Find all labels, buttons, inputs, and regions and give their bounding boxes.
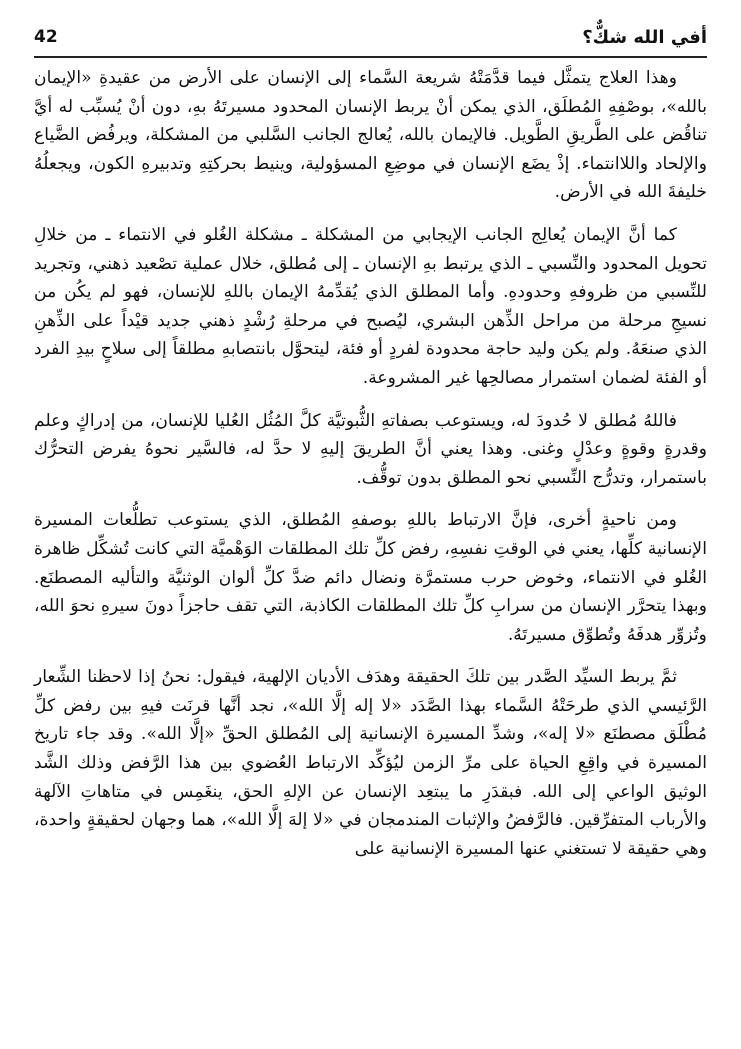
header-rule — [34, 56, 707, 58]
running-head-title: أفي الله شكٌّ؟ — [582, 26, 707, 48]
running-header — [34, 20, 707, 54]
paragraph-1: وهذا العلاج يتمثَّل فيما قدَّمَتْهُ شريعة السَّماء إلى الإنسان على الأرض من عقيدةِ «الإيمان بالله»، بوصْفِهِ المُطلَق، الذي يمكن أنْ يربط الإنسان المحدود مسيرتَهُ بهِ، دون أنْ يُسبِّب له أيَّ تناقُض على الطَّريقِ الطَّويل. فالإيمان بالله، يُعالج الجانب السَّلبي من المشكلة، ويرفُض الضَّياع والإلحاد واللاانتماء. إذْ يضَع الإنسان في موضِعِ المسؤولية، وينيط بحركتِهِ وتدبيرهِ الكون، ويجعلُهُ خليفةَ الله في الأرض. — [34, 68, 707, 203]
page-number: 42 — [34, 27, 58, 47]
paragraph-3: فاللهُ مُطلق لا حُدودَ له، ويستوعب بصفاتهِ الثُّبوتيَّة كلَّ المُثُل العُليا للإنسان، من إدراكٍ وعلم وقدرةٍ وقوةٍ وعدْلٍ وغنى. وهذا يعني أنَّ الطريقَ إليهِ لا حدَّ له، فالسَّير نحوهُ يفرض التحرُّك باستمرار، وتدرُّج النِّسبي نحو المطلق بدون توقُّف. — [34, 410, 707, 488]
paragraph-5: ثمَّ يربط السيِّد الصَّدر بين تلكَ الحقيقة وهدَف الأديان الإلهية، فيقول: نحنُ إذا لاحظنا الشِّعار الرَّئيسي الذي طرحَتْهُ السَّماء بهذا الصَّدَد «لا إله إلَّا الله»، نجد أنَّها قرنَت فيهِ بين رفض كلِّ مُطْلَق مصطنَع «لا إله»، وشدِّ المسيرة الإنسانية إلى المُطلق الحقِّ «إلَّا الله». وقد جاء تاريخ المسيرة في واقِعِ الحياة على مرِّ الزمن ليُؤكِّد الارتباط العُضوي بين هذا الرَّفض وذلك الشَّد الوثيق الواعي إلى الله. فبقدَرِ ما يبتعِد الإنسان عن الإلهِ الحق، ينغَمِس في متاهاتِ الآلهة والأرباب المتفرِّقين. فالرَّفضُ والإثبات المندمجان في «لا إلهَ إلَّا الله»، هما وجهان لحقيقةٍ واحدة، وهي حقيقة لا تستغني عنها المسيرة الإنسانية على — [34, 667, 707, 859]
paragraph-2: كما أنَّ الإيمان يُعالِج الجانب الإيجابي من المشكلة ـ مشكلة الغُلو في الانتماء ـ من خلالِ تحويل المحدود والنِّسبي ـ الذي يرتبط بهِ الإنسان ـ إلى مُطلق، خلال عملية تصْعيد ذهني، وتجريد للنِّسبي من ظروفهِ وحدودهِ. وأما المطلق الذي يُقدِّمهُ الإيمان باللهِ للإنسان، فهو لم يكُن من نسيجِ مرحلة من مراحل الذِّهن البشري، ليُصبح في مرحلةِ رُشْدٍ ذهني جديد قيْداً على الذِّهنِ الذي صنعَهُ. ولم يكن وليد حاجة محدودة لفردٍ أو فئة، ليتحوَّل بانتصابهِ مطلقاً إلى سلاحٍ بيدِ الفرد أو الفئة لضمان استمرار مصالحِها غير المشروعة. — [34, 224, 707, 388]
paragraph-4: ومن ناحيةٍ أخرى، فإنَّ الارتباط باللهِ بوصفهِ المُطلق، الذي يستوعب تطلُّعات المسيرة الإنسانية كلِّها، يعني في الوقتِ نفسِهِ، رفض كلِّ تلك المطلقات الوَهْميَّة التي كانت تُشكِّل ظاهرة الغُلو في الانتماء، وخوض حرب مستمرَّة ونضال دائم ضدَّ كلِّ ألوان الوثنيَّة والتأليه المصطنَع. وبهذا يتحرَّر الإنسان من سرابِ كلِّ تلك المطلقات الكاذبة، التي تقف حاجزاً دونَ سيرهِ نحوَ الله، وتُزوِّر هدفَهُ وتُطوِّق مسيرتَهُ. — [34, 510, 707, 645]
body-text — [34, 60, 707, 877]
